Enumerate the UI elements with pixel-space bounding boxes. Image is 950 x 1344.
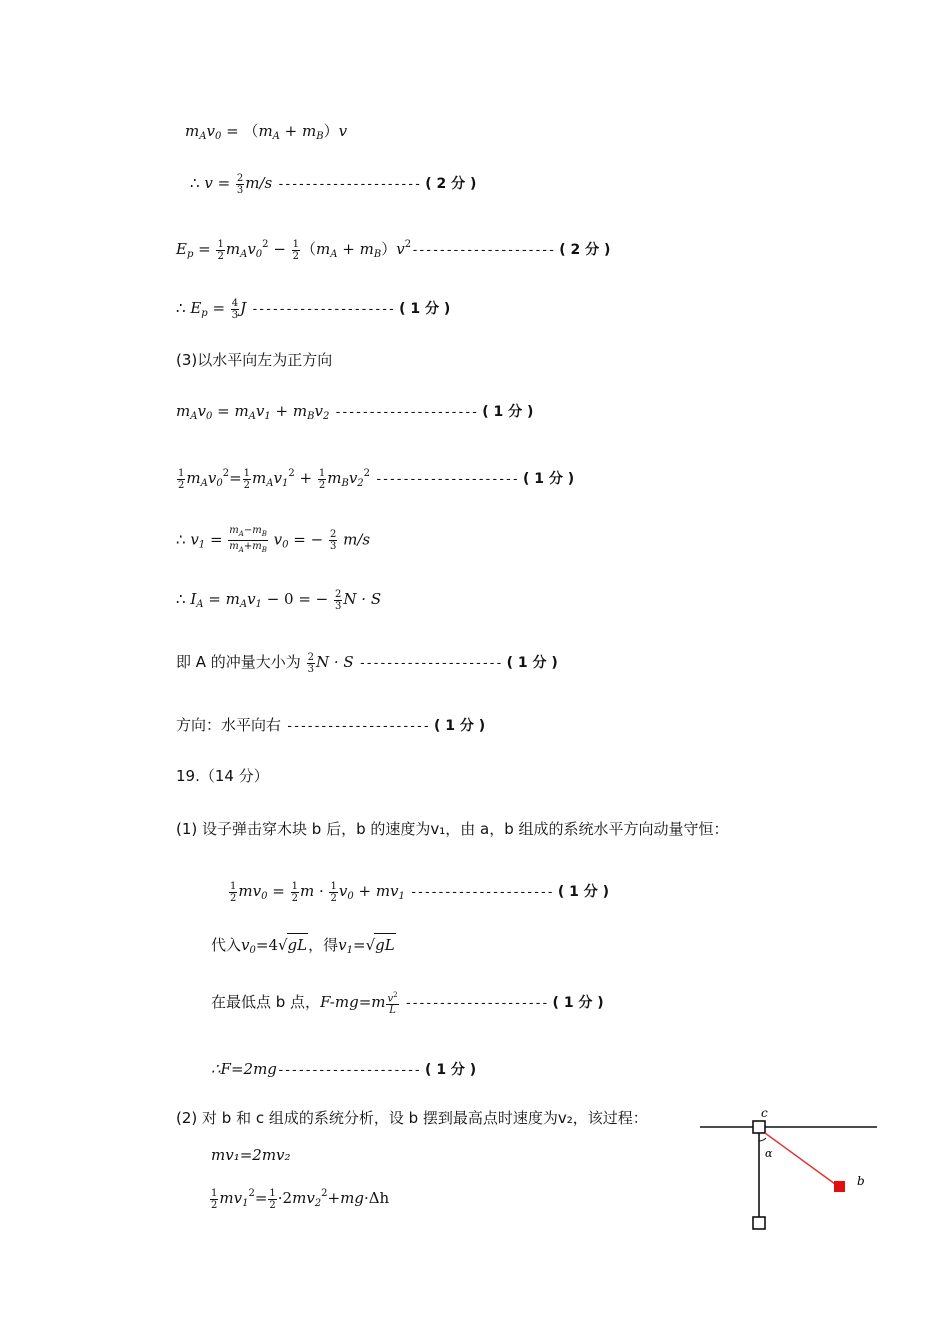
score-1pt: ( 1 分 ) <box>399 301 451 317</box>
eq-momentum-collision: $m_Av_0 = m_Av_1 + m_Bv_2$ --------------------- ( 1 分 ) <box>176 402 534 422</box>
score-1pt: ( 1 分 ) <box>425 1062 477 1078</box>
part-1-statement: (1) 设子弹击穿木块 b 后，b 的速度为v₁，由 a，b 组成的系统水平方向动量守恒： <box>176 820 729 838</box>
block-bottom <box>753 1217 765 1229</box>
block-b <box>834 1181 845 1192</box>
section-3-heading: (3)以水平向左为正方向 <box>176 351 333 369</box>
eq-force-result: ∴F=2mg--------------------- ( 1 分 ) <box>211 1060 477 1078</box>
eq-potential-energy: $E_p$ = $\frac{1}{2}$ $m_Av_0^2$ − $\frac{1}{2}$ $(m_A + m_B)v^2---------------------$ ( 2 分 ) <box>176 238 611 262</box>
angle-arc <box>759 1138 766 1141</box>
eq-substitution: 代入$v_0=4√gL$，得$v_1=√gL$ <box>211 933 396 962</box>
eq-velocity-result: ∴ v = $\frac{2}{3}$ m/s --------------------- ( 2 分 ) <box>190 172 477 196</box>
eq-momentum-bc: mv₁=2mv₂ <box>211 1146 291 1164</box>
question-19-heading: 19.（14 分） <box>176 767 269 785</box>
rope <box>765 1133 835 1184</box>
score-1pt: ( 1 分 ) <box>506 655 558 671</box>
eq-impulse: ∴ $I_A = m_Av_1 - 0$ = − $\frac{2}{3}$ N · S <box>176 588 382 612</box>
impulse-magnitude: 即 A 的冲量大小为 $\frac{2}{3}$ N · S --------------------- ( 1 分 ) <box>176 651 558 675</box>
impulse-direction: 方向：水平向右 --------------------- ( 1 分 ) <box>176 716 486 734</box>
block-c <box>753 1121 765 1133</box>
eq-lowest-point: 在最低点 b 点，F-mg=m $\frac{v^2}{L}$ --------------------- ( 1 分 ) <box>211 991 604 1017</box>
eq-momentum-conservation: $m_Av_0 = (m_A + m_B)v$ <box>185 122 348 142</box>
score-1pt: ( 1 分 ) <box>482 404 534 420</box>
label-b: b <box>857 1174 865 1188</box>
part-2-statement: (2) 对 b 和 c 组成的系统分析，设 b 摆到最高点时速度为v₂，该过程： <box>176 1109 648 1127</box>
score-2pts: ( 2 分 ) <box>559 242 611 258</box>
score-1pt: ( 1 分 ) <box>433 718 486 734</box>
eq-potential-energy-result: ∴ $E_p$ = $\frac{4}{3}$ J --------------------- ( 1 分 ) <box>176 297 451 321</box>
eq-v1-result: ∴ $v_1$ = $\frac{m_A-m_B}{m_A+m_B}$ $v_0$ = − $\frac{2}{3}$ m/s <box>176 525 371 554</box>
score-2pts: ( 2 分 ) <box>425 176 477 192</box>
pendulum-diagram <box>695 1095 885 1240</box>
score-1pt: ( 1 分 ) <box>552 995 604 1012</box>
label-alpha: α <box>765 1147 773 1160</box>
score-1pt: ( 1 分 ) <box>522 471 575 487</box>
score-1pt: ( 1 分 ) <box>557 884 610 900</box>
label-c: c <box>761 1106 768 1120</box>
eq-energy-bc: $\frac{1}{2}$ $mv_1^2=$ $\frac{1}{2}$ $\cdot 2mv_2^2+mg\cdot\Delta h$ <box>211 1187 390 1211</box>
eq-energy-collision: $\frac{1}{2}$ $m_Av_0^2=$ $\frac{1}{2}$ $m_Av_1^2$ + $\frac{1}{2}$ $m_Bv_2^2$ --------------------- ( 1 分 ) <box>178 467 575 491</box>
eq-bullet-momentum: $\frac{1}{2}$ $mv_0$ = $\frac{1}{2}$ m · $\frac{1}{2}$ $v_0 + mv_1$ --------------------- ( 1 分 ) <box>230 880 610 904</box>
